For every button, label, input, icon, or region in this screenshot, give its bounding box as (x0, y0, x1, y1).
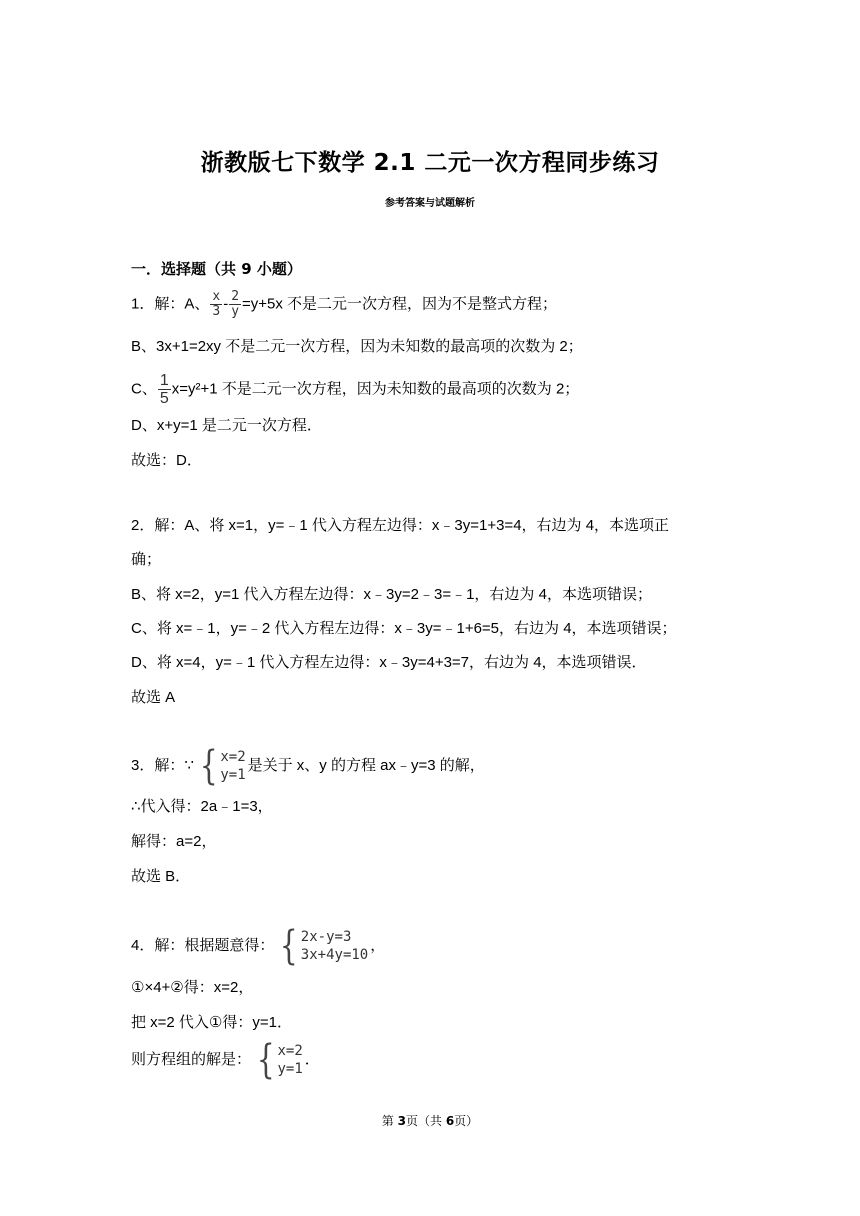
q1-c-suffix: x=y²+1 不是二元一次方程，因为未知数的最高项的次数为 2； (171, 380, 580, 398)
system-line: y=1 (220, 767, 246, 783)
fraction-numerator: 1 (159, 372, 169, 389)
q1-a-suffix: =y+5x 不是二元一次方程，因为不是整式方程； (242, 295, 558, 313)
footer-text: 第 (381, 1114, 398, 1128)
system-line: 3x+4y=10 (300, 947, 369, 963)
q4-solution-system (253, 1037, 303, 1083)
page-number: 3 (397, 1114, 406, 1128)
q1-option-a (131, 290, 557, 319)
q1-answer: 故选：D． (131, 452, 202, 469)
q1-a-prefix: 1．解：A、 (131, 295, 210, 313)
left-brace-icon: { (199, 743, 218, 789)
q3-equation-system (196, 743, 246, 789)
fraction-numerator: x (212, 289, 221, 304)
q3-prefix: 3．解：∵ (131, 756, 194, 774)
q2-option-d: D、将 x=4，y=﹣1 代入方程左边得：x﹣3y=4+3=7，右边为 4，本选项错误． (131, 654, 647, 671)
fraction-denominator: 3 (212, 304, 221, 319)
fraction-denominator: 5 (159, 390, 169, 407)
document-title: 浙教版七下数学 2.1 二元一次方程同步练习 (200, 150, 660, 176)
q2-option-c: C、将 x=﹣1，y=﹣2 代入方程左边得：x﹣3y=﹣1+6=5，右边为 4，本选项错误； (131, 620, 677, 637)
system-line: x=2 (220, 749, 246, 765)
q3-suffix: 是关于 x、y 的方程 ax﹣y=3 的解， (247, 756, 485, 774)
system-line: 2x-y=3 (300, 929, 352, 945)
system-line: y=1 (277, 1061, 303, 1077)
q1-a-fraction-1 (210, 290, 222, 319)
q4-prefix: 4．解：根据题意得： (131, 936, 275, 954)
left-brace-icon: { (280, 923, 298, 969)
q3-answer: 故选 B． (131, 868, 191, 885)
page-total: 6 (445, 1114, 455, 1128)
q4-line-2: ①×4+②得：x=2， (131, 979, 254, 996)
q4-line-4 (131, 1037, 320, 1083)
q4-line4-suffix: ． (304, 1050, 320, 1068)
q1-c-fraction (158, 372, 171, 407)
q2-option-a-line-2: 确； (131, 551, 162, 568)
q1-option-b: B、3x+1=2xy 不是二元一次方程，因为未知数的最高项的次数为 2； (131, 338, 583, 355)
left-brace-icon: { (256, 1037, 275, 1083)
q2-answer: 故选 A (131, 689, 176, 706)
q4-line4-prefix: 则方程组的解是： (131, 1050, 252, 1068)
fraction-denominator: y (231, 304, 240, 319)
fraction-numerator: 2 (231, 289, 240, 304)
footer-text: 页（共 (405, 1114, 446, 1128)
q3-line-1 (131, 743, 485, 789)
section-heading: 一．选择题（共 9 小题） (131, 260, 302, 278)
footer-text: 页） (454, 1114, 479, 1128)
q1-a-fraction-2 (229, 290, 241, 319)
q1-a-minus: - (223, 295, 229, 313)
q3-line-2: ∴代入得：2a﹣1=3， (131, 798, 273, 815)
document-subtitle: 参考答案与试题解析 (385, 198, 475, 209)
q4-line-3: 把 x=2 代入①得：y=1． (131, 1014, 292, 1031)
q2-option-a-line-1: 2．解：A、将 x=1，y=﹣1 代入方程左边得：x﹣3y=1+3=4，右边为 4，本选项正 (131, 517, 670, 534)
q3-line-3: 解得：a=2， (131, 833, 217, 850)
q1-c-prefix: C、 (131, 380, 157, 398)
q4-equation-system (276, 923, 369, 969)
system-line: x=2 (277, 1043, 303, 1059)
q4-line-1 (131, 923, 386, 969)
page-footer (0, 1112, 860, 1129)
q1-option-c (131, 372, 579, 407)
q1-option-d: D、x+y=1 是二元一次方程． (131, 417, 322, 434)
q4-suffix: ， (370, 936, 386, 954)
q2-option-b: B、将 x=2，y=1 代入方程左边得：x﹣3y=2﹣3=﹣1，右边为 4，本选项错误； (131, 586, 652, 603)
